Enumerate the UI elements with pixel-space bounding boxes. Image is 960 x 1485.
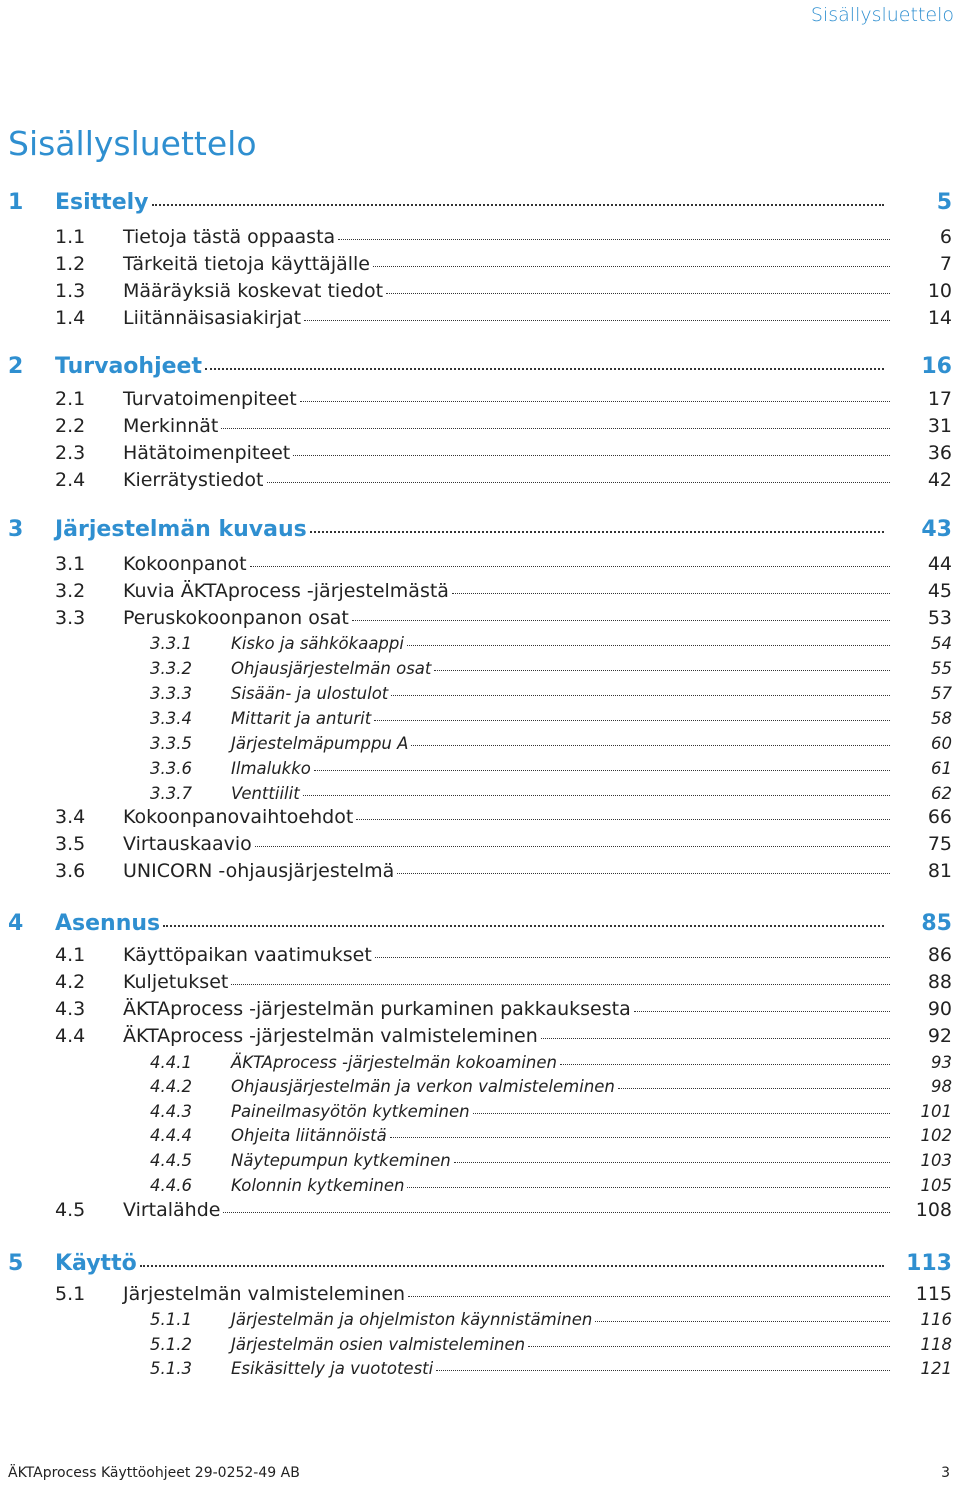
toc-entry[interactable] bbox=[0, 709, 960, 728]
toc-entry-number: 3.3.6 bbox=[150, 759, 192, 778]
toc-entry-page: 113 bbox=[906, 1251, 952, 1276]
toc-entry-number: 3.3.3 bbox=[150, 684, 192, 703]
toc-entry-number: 4.4.5 bbox=[150, 1151, 192, 1170]
toc-dot-leader bbox=[304, 320, 890, 321]
toc-dot-leader bbox=[560, 1064, 890, 1065]
toc-dot-leader bbox=[356, 819, 890, 820]
toc-entry-number: 4.5 bbox=[55, 1199, 86, 1221]
toc-entry-number: 3.4 bbox=[55, 806, 86, 828]
toc-entry-number: 2.3 bbox=[55, 442, 86, 464]
toc-entry[interactable] bbox=[0, 634, 960, 653]
running-header: Sisällysluettelo bbox=[810, 4, 954, 26]
toc-entry-title: Ilmalukko bbox=[231, 759, 311, 778]
toc-entry-page: 105 bbox=[920, 1176, 952, 1195]
toc-entry-title: Järjestelmän osien valmisteleminen bbox=[231, 1335, 526, 1354]
toc-dot-leader bbox=[293, 455, 890, 456]
toc-entry[interactable] bbox=[0, 1102, 960, 1121]
toc-entry[interactable] bbox=[0, 1335, 960, 1354]
page-title: Sisällysluettelo bbox=[8, 124, 257, 163]
toc-entry-number: 4.4.4 bbox=[150, 1126, 192, 1145]
toc-entry-page: 121 bbox=[920, 1359, 952, 1378]
toc-entry-number: 3.2 bbox=[55, 580, 86, 602]
toc-entry-number: 4.2 bbox=[55, 971, 86, 993]
toc-entry-title: UNICORN -ohjausjärjestelmä bbox=[123, 860, 395, 882]
toc-dot-leader bbox=[391, 695, 890, 696]
toc-entry-title: Mittarit ja anturit bbox=[231, 709, 372, 728]
toc-entry-page: 10 bbox=[927, 280, 952, 302]
toc-entry-title: Tärkeitä tietoja käyttäjälle bbox=[123, 253, 370, 275]
toc-entry-page: 103 bbox=[920, 1151, 952, 1170]
toc-entry-number: 5.1.3 bbox=[150, 1359, 192, 1378]
toc-entry-title: Merkinnät bbox=[123, 415, 219, 437]
toc-dot-leader bbox=[390, 1137, 890, 1138]
toc-entry-title: Kolonnin kytkeminen bbox=[231, 1176, 405, 1195]
toc-entry[interactable] bbox=[0, 944, 960, 966]
toc-dot-leader bbox=[231, 984, 890, 985]
toc-entry[interactable] bbox=[0, 911, 960, 936]
toc-entry-title: Ohjausjärjestelmän osat bbox=[231, 659, 432, 678]
toc-dot-leader bbox=[267, 482, 890, 483]
toc-entry[interactable] bbox=[0, 971, 960, 993]
toc-entry[interactable] bbox=[0, 553, 960, 575]
toc-entry-number: 4.4.2 bbox=[150, 1077, 192, 1096]
toc-entry-number: 2.2 bbox=[55, 415, 86, 437]
toc-entry-page: 61 bbox=[931, 759, 952, 778]
toc-dot-leader bbox=[407, 645, 890, 646]
toc-entry-page: 108 bbox=[915, 1199, 952, 1221]
toc-dot-leader bbox=[541, 1038, 890, 1039]
toc-entry[interactable] bbox=[0, 1053, 960, 1072]
toc-dot-leader bbox=[303, 795, 890, 796]
toc-entry[interactable] bbox=[0, 388, 960, 410]
toc-entry-title: Liitännäisasiakirjat bbox=[123, 307, 302, 329]
toc-entry-page: 44 bbox=[927, 553, 952, 575]
toc-entry-page: 81 bbox=[927, 860, 952, 882]
toc-entry-title: ÄKTAprocess -järjestelmän kokoaminen bbox=[231, 1053, 557, 1072]
toc-entry-page: 42 bbox=[927, 469, 952, 491]
toc-entry-page: 88 bbox=[927, 971, 952, 993]
toc-entry-page: 60 bbox=[931, 734, 952, 753]
toc-entry[interactable] bbox=[0, 307, 960, 329]
toc-entry-page: 7 bbox=[939, 253, 952, 275]
toc-entry-number: 4.1 bbox=[55, 944, 86, 966]
toc-entry-number: 3.3.2 bbox=[150, 659, 192, 678]
toc-dot-leader bbox=[618, 1088, 890, 1089]
toc-entry-page: 16 bbox=[921, 354, 952, 379]
toc-entry[interactable] bbox=[0, 1077, 960, 1096]
toc-dot-leader bbox=[140, 1265, 884, 1267]
toc-entry[interactable] bbox=[0, 469, 960, 491]
toc-entry-page: 5 bbox=[936, 190, 952, 215]
toc-dot-leader bbox=[411, 745, 890, 746]
toc-dot-leader bbox=[163, 925, 884, 927]
toc-entry-number: 1 bbox=[8, 190, 24, 215]
toc-entry-title: Asennus bbox=[55, 911, 161, 936]
toc-dot-leader bbox=[223, 1212, 890, 1213]
toc-entry[interactable] bbox=[0, 1199, 960, 1221]
toc-entry-title: Kokoonpanovaihtoehdot bbox=[123, 806, 354, 828]
toc-entry-number: 3.6 bbox=[55, 860, 86, 882]
toc-entry-number: 2 bbox=[8, 354, 24, 379]
toc-entry-number: 5 bbox=[8, 1251, 24, 1276]
toc-entry[interactable] bbox=[0, 354, 960, 379]
toc-entry-title: Virtalähde bbox=[123, 1199, 221, 1221]
toc-entry-title: Ohjausjärjestelmän ja verkon valmisteleminen bbox=[231, 1077, 615, 1096]
toc-entry-number: 3.3.4 bbox=[150, 709, 192, 728]
toc-dot-leader bbox=[436, 1370, 890, 1371]
toc-entry-title: Kuvia ÄKTAprocess -järjestelmästä bbox=[123, 580, 449, 602]
toc-entry-title: Näytepumpun kytkeminen bbox=[231, 1151, 451, 1170]
toc-entry-number: 4.4.3 bbox=[150, 1102, 192, 1121]
toc-dot-leader bbox=[314, 770, 890, 771]
toc-entry-title: Hätätoimenpiteet bbox=[123, 442, 291, 464]
toc-entry[interactable] bbox=[0, 1025, 960, 1047]
toc-entry-page: 45 bbox=[927, 580, 952, 602]
toc-entry[interactable] bbox=[0, 190, 960, 215]
toc-entry[interactable] bbox=[0, 1151, 960, 1170]
toc-entry-title: Järjestelmäpumppu A bbox=[231, 734, 409, 753]
toc-entry-title: Sisään- ja ulostulot bbox=[231, 684, 389, 703]
toc-entry-page: 98 bbox=[931, 1077, 952, 1096]
toc-entry-number: 5.1.1 bbox=[150, 1310, 192, 1329]
toc-entry-page: 31 bbox=[927, 415, 952, 437]
toc-entry-page: 85 bbox=[921, 911, 952, 936]
toc-dot-leader bbox=[338, 239, 890, 240]
toc-entry[interactable] bbox=[0, 607, 960, 629]
toc-entry-number: 3 bbox=[8, 517, 24, 542]
toc-entry-number: 3.5 bbox=[55, 833, 86, 855]
toc-dot-leader bbox=[250, 566, 890, 567]
toc-entry-page: 57 bbox=[931, 684, 952, 703]
toc-dot-leader bbox=[452, 593, 890, 594]
toc-entry-page: 55 bbox=[931, 659, 952, 678]
toc-dot-leader bbox=[255, 846, 890, 847]
toc-entry[interactable] bbox=[0, 734, 960, 753]
toc-dot-leader bbox=[407, 1187, 890, 1188]
toc-entry-title: Venttiilit bbox=[231, 784, 300, 803]
toc-entry-title: Kisko ja sähkökaappi bbox=[231, 634, 404, 653]
toc-entry-title: Virtauskaavio bbox=[123, 833, 252, 855]
toc-dot-leader bbox=[528, 1346, 890, 1347]
toc-entry-page: 54 bbox=[931, 634, 952, 653]
toc-entry-title: ÄKTAprocess -järjestelmän purkaminen pakkauksesta bbox=[123, 998, 631, 1020]
toc-dot-leader bbox=[300, 401, 890, 402]
toc-entry-number: 5.1 bbox=[55, 1283, 86, 1305]
toc-dot-leader bbox=[373, 266, 890, 267]
toc-entry-title: Määräyksiä koskevat tiedot bbox=[123, 280, 384, 302]
toc-entry[interactable] bbox=[0, 806, 960, 828]
toc-entry[interactable] bbox=[0, 1359, 960, 1378]
toc-entry-title: Kokoonpanot bbox=[123, 553, 247, 575]
toc-entry[interactable] bbox=[0, 784, 960, 803]
toc-entry[interactable] bbox=[0, 580, 960, 602]
toc-entry[interactable] bbox=[0, 442, 960, 464]
toc-entry-number: 4.3 bbox=[55, 998, 86, 1020]
toc-entry-number: 1.1 bbox=[55, 226, 86, 248]
toc-entry-page: 116 bbox=[920, 1310, 952, 1329]
toc-entry-page: 92 bbox=[927, 1025, 952, 1047]
toc-entry-number: 4.4.1 bbox=[150, 1053, 192, 1072]
toc-entry[interactable] bbox=[0, 415, 960, 437]
toc-entry[interactable] bbox=[0, 1283, 960, 1305]
toc-dot-leader bbox=[152, 204, 885, 206]
toc-entry-number: 3.1 bbox=[55, 553, 86, 575]
toc-dot-leader bbox=[375, 957, 890, 958]
toc-entry-title: Järjestelmän kuvaus bbox=[55, 517, 307, 542]
toc-dot-leader bbox=[352, 620, 890, 621]
toc-entry-title: Kierrätystiedot bbox=[123, 469, 264, 491]
toc-dot-leader bbox=[454, 1162, 890, 1163]
toc-entry[interactable] bbox=[0, 226, 960, 248]
toc-dot-leader bbox=[221, 428, 890, 429]
toc-entry-page: 62 bbox=[931, 784, 952, 803]
toc-entry-title: Käyttöpaikan vaatimukset bbox=[123, 944, 372, 966]
toc-entry[interactable] bbox=[0, 1251, 960, 1276]
toc-entry-title: Esittely bbox=[55, 190, 149, 215]
toc-entry[interactable] bbox=[0, 833, 960, 855]
toc-dot-leader bbox=[595, 1321, 890, 1322]
toc-entry-title: Peruskokoonpanon osat bbox=[123, 607, 349, 629]
footer-document-id: ÄKTAprocess Käyttöohjeet 29-0252-49 AB bbox=[8, 1465, 300, 1481]
toc-entry-page: 17 bbox=[927, 388, 952, 410]
toc-dot-leader bbox=[374, 720, 890, 721]
toc-dot-leader bbox=[634, 1011, 890, 1012]
toc-entry-page: 14 bbox=[927, 307, 952, 329]
toc-entry-number: 3.3 bbox=[55, 607, 86, 629]
toc-entry[interactable] bbox=[0, 1126, 960, 1145]
toc-entry-number: 5.1.2 bbox=[150, 1335, 192, 1354]
toc-entry[interactable] bbox=[0, 998, 960, 1020]
toc-entry-page: 75 bbox=[927, 833, 952, 855]
toc-entry-title: Turvatoimenpiteet bbox=[123, 388, 297, 410]
toc-entry[interactable] bbox=[0, 684, 960, 703]
toc-entry-page: 86 bbox=[927, 944, 952, 966]
toc-entry-number: 3.3.7 bbox=[150, 784, 192, 803]
toc-entry-title: Käyttö bbox=[55, 1251, 137, 1276]
toc-entry-number: 1.2 bbox=[55, 253, 86, 275]
toc-entry-page: 43 bbox=[921, 517, 952, 542]
toc-entry-page: 53 bbox=[927, 607, 952, 629]
toc-entry-title: ÄKTAprocess -järjestelmän valmisteleminen bbox=[123, 1025, 538, 1047]
toc-entry-title: Tietoja tästä oppaasta bbox=[123, 226, 336, 248]
toc-entry-page: 101 bbox=[920, 1102, 952, 1121]
toc-entry-title: Järjestelmän valmisteleminen bbox=[123, 1283, 406, 1305]
toc-entry-page: 102 bbox=[920, 1126, 952, 1145]
toc-dot-leader bbox=[397, 873, 890, 874]
toc-dot-leader bbox=[386, 293, 890, 294]
toc-entry-page: 6 bbox=[939, 226, 952, 248]
toc-entry-number: 3.3.1 bbox=[150, 634, 192, 653]
toc-entry[interactable] bbox=[0, 659, 960, 678]
toc-entry-page: 93 bbox=[931, 1053, 952, 1072]
toc-entry-title: Kuljetukset bbox=[123, 971, 229, 993]
footer-page-number: 3 bbox=[941, 1465, 950, 1481]
toc-entry-number: 3.3.5 bbox=[150, 734, 192, 753]
toc-entry-number: 4 bbox=[8, 911, 24, 936]
toc-entry[interactable] bbox=[0, 253, 960, 275]
toc-entry-page: 58 bbox=[931, 709, 952, 728]
toc-entry-page: 115 bbox=[915, 1283, 952, 1305]
toc-dot-leader bbox=[310, 531, 884, 533]
toc-entry-page: 36 bbox=[927, 442, 952, 464]
toc-entry-number: 4.4 bbox=[55, 1025, 86, 1047]
toc-entry[interactable] bbox=[0, 1310, 960, 1329]
toc-entry[interactable] bbox=[0, 759, 960, 778]
toc-entry[interactable] bbox=[0, 280, 960, 302]
toc-dot-leader bbox=[205, 368, 884, 370]
toc-entry-title: Ohjeita liitännöistä bbox=[231, 1126, 387, 1145]
toc-dot-leader bbox=[408, 1296, 890, 1297]
toc-entry-number: 4.4.6 bbox=[150, 1176, 192, 1195]
toc-entry-page: 66 bbox=[927, 806, 952, 828]
toc-dot-leader bbox=[473, 1113, 890, 1114]
toc-entry[interactable] bbox=[0, 1176, 960, 1195]
toc-entry-number: 2.1 bbox=[55, 388, 86, 410]
toc-dot-leader bbox=[434, 670, 890, 671]
toc-entry-title: Järjestelmän ja ohjelmiston käynnistäminen bbox=[231, 1310, 593, 1329]
toc-entry-number: 2.4 bbox=[55, 469, 86, 491]
toc-entry-number: 1.4 bbox=[55, 307, 86, 329]
toc-entry-page: 118 bbox=[920, 1335, 952, 1354]
toc-entry[interactable] bbox=[0, 860, 960, 882]
toc-entry-title: Esikäsittely ja vuototesti bbox=[231, 1359, 434, 1378]
toc-entry-title: Turvaohjeet bbox=[55, 354, 202, 379]
toc-entry-page: 90 bbox=[927, 998, 952, 1020]
toc-entry[interactable] bbox=[0, 517, 960, 542]
toc-entry-number: 1.3 bbox=[55, 280, 86, 302]
toc-entry-title: Paineilmasyötön kytkeminen bbox=[231, 1102, 470, 1121]
